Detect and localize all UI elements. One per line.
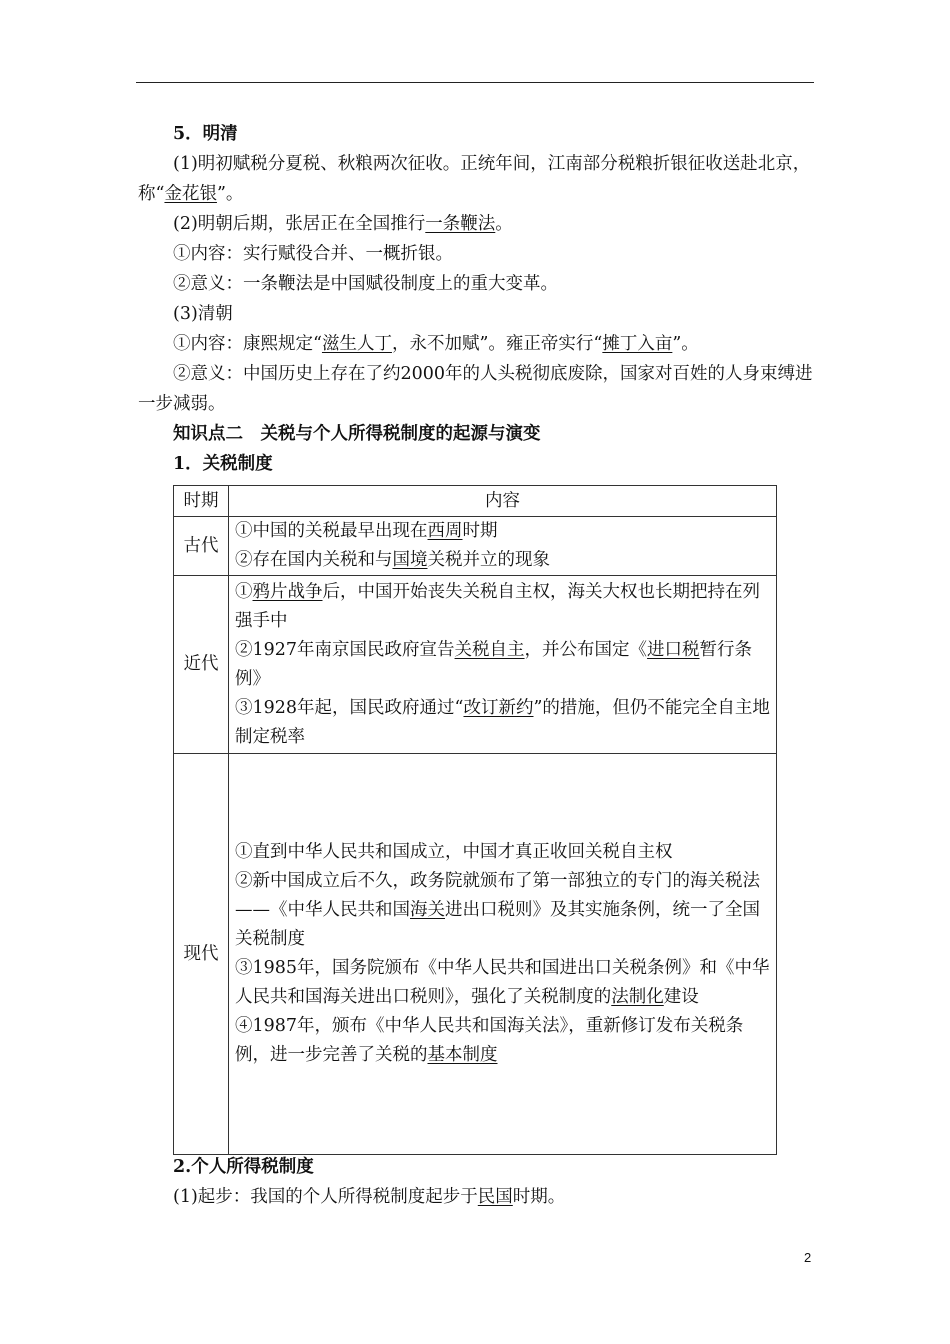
table-row: [174, 576, 777, 754]
table-header-row: [174, 486, 777, 517]
content-line: ②新中国成立后不久，政务院就颁布了第一部独立的专门的海关税法——《中华人民共和国海关进出口税则》及其实施条例，统一了全国关税制度: [235, 871, 760, 949]
section-personal-income-tax: [138, 1152, 814, 1212]
paragraph: ②意义：一条鞭法是中国赋役制度上的重大变革。: [173, 274, 558, 294]
period-cell: 古代: [174, 517, 229, 576]
content-line: ④1987年，颁布《中华人民共和国海关法》，重新修订发布关税条例，进一步完善了关税的基本制度: [235, 1016, 744, 1065]
section-heading: 5．明清: [173, 124, 238, 144]
page-number: 2: [804, 1250, 812, 1265]
paragraph: (2)明朝后期，张居正在全国推行一条鞭法。: [173, 214, 513, 234]
content-line: ①中国的关税最早出现在西周时期: [235, 521, 498, 541]
content-cell: [229, 754, 777, 1155]
paragraph: ①内容：康熙规定“滋生人丁，永不加赋”。雍正帝实行“摊丁入亩”。: [173, 334, 699, 354]
sub-heading: (3)清朝: [173, 304, 233, 324]
tariff-table: [173, 485, 777, 1155]
paragraph: ①内容：实行赋役合并、一概折银。: [173, 244, 453, 264]
header-rule: [136, 82, 814, 83]
paragraph: ②意义：中国历史上存在了约2000年的人头税彻底废除，国家对百姓的人身束缚进一步减弱。: [138, 364, 813, 414]
content-line: ③1928年起，国民政府通过“改订新约”的措施，但仍不能完全自主地制定税率: [235, 697, 770, 747]
content-line: ②1927年南京国民政府宣告关税自主，并公布国定《进口税暂行条例》: [235, 639, 753, 689]
content-cell: [229, 517, 777, 576]
content-line: ①直到中华人民共和国成立，中国才真正收回关税自主权: [235, 842, 673, 862]
table-row: [174, 517, 777, 576]
paragraph: (1)明初赋税分夏税、秋粮两次征收。正统年间，江南部分税粮折银征收送赴北京，称“金花银”。: [138, 154, 811, 204]
knowledge-heading: 知识点二 关税与个人所得税制度的起源与演变: [173, 424, 541, 444]
header-content: 内容: [229, 486, 777, 517]
table-row: [174, 754, 777, 1155]
section-ming-qing: [138, 119, 814, 479]
sub-heading: 1．关税制度: [173, 454, 273, 474]
content-line: ②存在国内关税和与国境关税并立的现象: [235, 550, 550, 570]
sub-heading: 2.个人所得税制度: [173, 1157, 314, 1177]
content-cell: [229, 576, 777, 754]
period-cell: 现代: [174, 754, 229, 1155]
header-period: 时期: [174, 486, 229, 517]
content-line: ③1985年，国务院颁布《中华人民共和国进出口关税条例》和《中华人民共和国海关进出口税则》，强化了关税制度的法制化建设: [235, 958, 770, 1007]
period-cell: 近代: [174, 576, 229, 754]
content-line: ①鸦片战争后，中国开始丧失关税自主权，海关大权也长期把持在列强手中: [235, 581, 760, 631]
paragraph: (1)起步：我国的个人所得税制度起步于民国时期。: [173, 1187, 566, 1207]
